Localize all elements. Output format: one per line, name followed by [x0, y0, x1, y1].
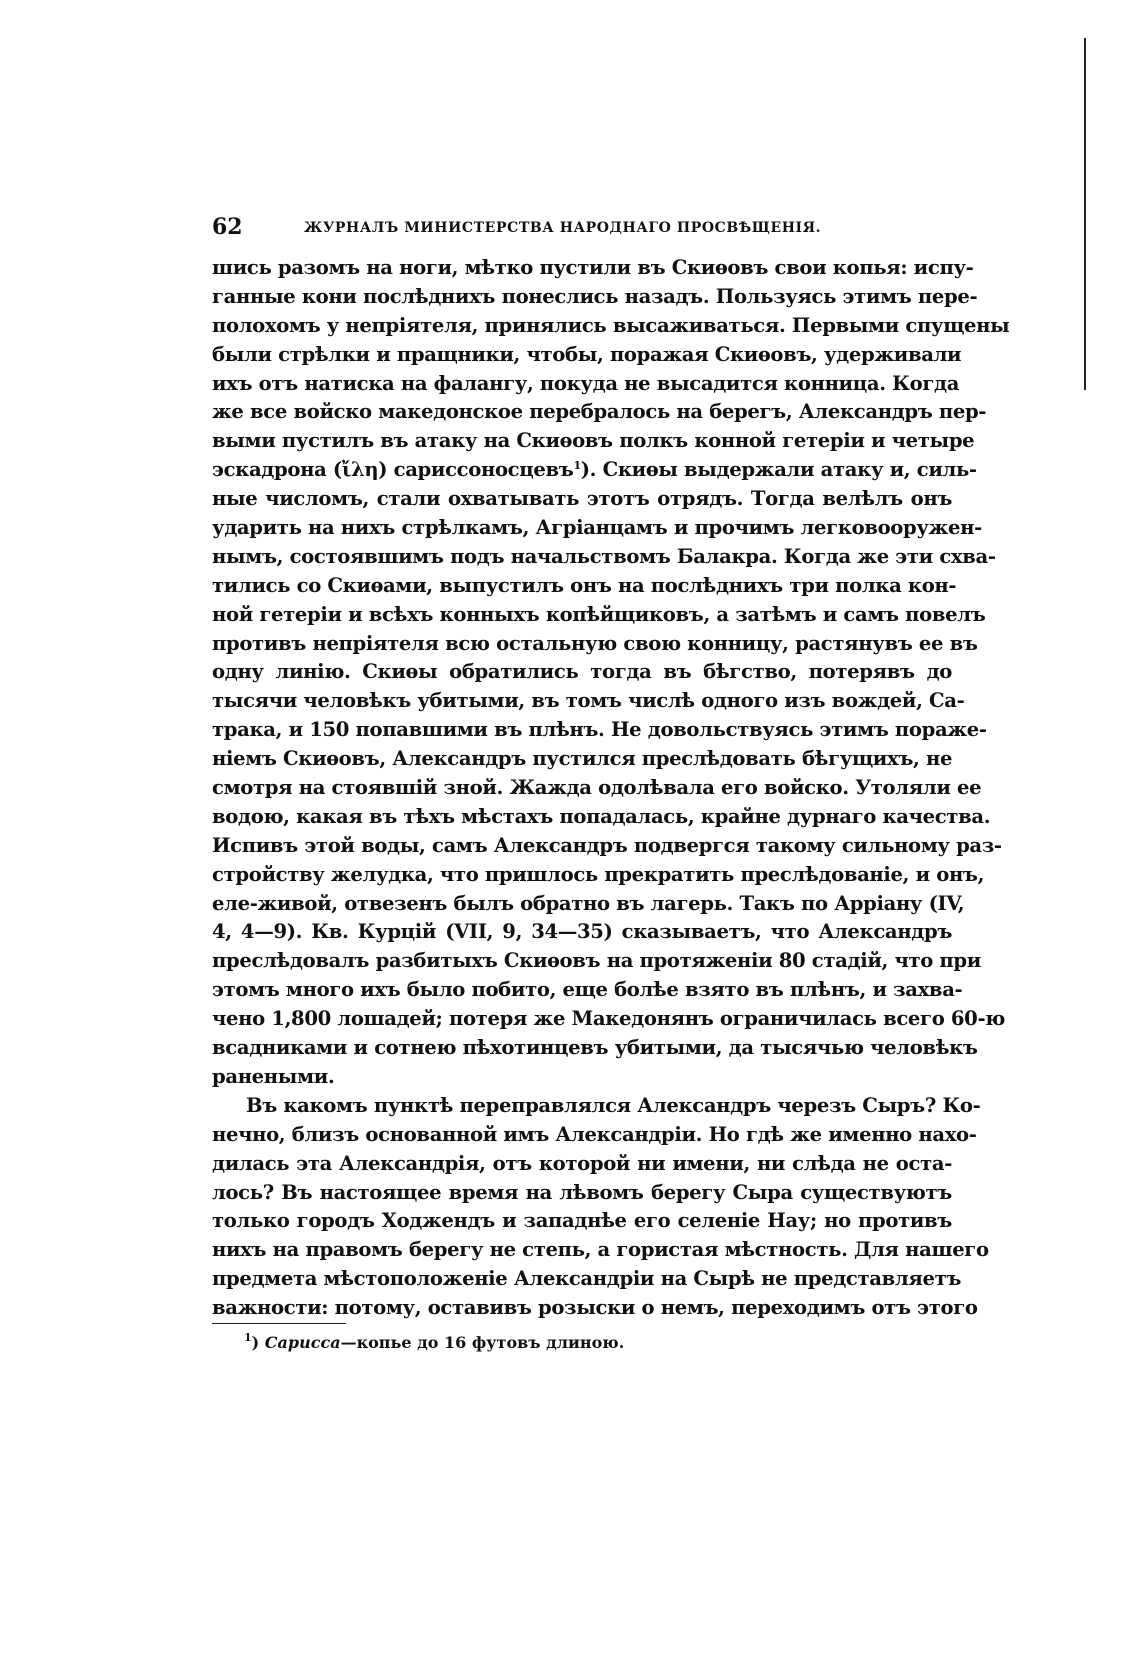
text-line: важности: потому, оставивъ розыски о немъ, переходимъ отъ этого [212, 1296, 978, 1320]
text-line: всадниками и сотнею пѣхотинцевъ убитыми, да тысячью человѣкъ [212, 1036, 978, 1060]
text-line: ной гетеріи и всѣхъ конныхъ копѣйщиковъ, а затѣмъ и самъ повелъ [212, 602, 986, 626]
page-number: 62 [212, 214, 243, 240]
page-header [212, 212, 952, 242]
text-line: только городъ Ходжендъ и западнѣе его селеніе Нау; но противъ [212, 1209, 952, 1233]
text-line: преслѣдовалъ разбитыхъ Скиѳовъ на протяженіи 80 стадій, что при [212, 949, 981, 973]
text-line: противъ непріятеля всю остальную свою конницу, растянувъ ее въ [212, 631, 978, 655]
text-line: одну линію. Скиѳы обратились тогда въ бѣгство, потерявъ до [212, 660, 952, 684]
text-fragment: ). Скиѳы выдержали атаку и, силь- [580, 458, 977, 482]
text-line: тились со Скиѳами, выпустилъ онъ на послѣднихъ три полка кон- [212, 573, 957, 597]
text-line-paragraph-start: Въ какомъ пунктѣ переправлялся Александръ черезъ Сыръ? Ко- [246, 1093, 981, 1117]
footnote-reference[interactable]: 1 [573, 459, 581, 473]
text-line: ные числомъ, стали охватывать этотъ отрядъ. Тогда велѣлъ онъ [212, 487, 952, 511]
text-line: выми пустилъ въ атаку на Скиѳовъ полкъ конной гетеріи и четыре [212, 429, 975, 453]
text-line-with-footnote [212, 456, 977, 485]
text-line: лось? Въ настоящее время на лѣвомъ берегу Сыра существуютъ [212, 1180, 952, 1204]
text-line: чено 1,800 лошадей; потеря же Македонянъ ограничилась всего 60-ю [212, 1007, 1005, 1031]
text-line: были стрѣлки и пращники, чтобы, поражая Скиѳовъ, удерживали [212, 342, 962, 366]
running-head: ЖУРНАЛЪ МИНИСТЕРСТВА НАРОДНАГО ПРОСВѢЩЕНІЯ. [304, 220, 822, 236]
page-edge-line [1084, 38, 1086, 390]
text-line: трака, и 150 попавшими въ плѣнъ. Не довольствуясь этимъ пораже- [212, 718, 987, 742]
text-line: этомъ много ихъ было побито, еще болѣе взято въ плѣнъ, и захва- [212, 978, 963, 1002]
text-line: ихъ отъ натиска на фалангу, покуда не высадится конница. Когда [212, 371, 960, 395]
text-line: водою, какая въ тѣхъ мѣстахъ попадалась, крайне дурнаго качества. [212, 804, 991, 828]
footnote: $^1$) Сарисса—копье до 16 футовъ длиною. [244, 1331, 625, 1352]
text-line: же все войско македонское перебралось на берегъ, Александръ пер- [212, 400, 987, 424]
text-line: тысячи человѣкъ убитыми, въ томъ числѣ одного изъ вождей, Са- [212, 689, 965, 713]
body-text [212, 254, 1010, 1323]
text-line: нымъ, состоявшимъ подъ начальствомъ Балакра. Когда же эти схва- [212, 544, 996, 568]
text-line: ніемъ Скиѳовъ, Александръ пустился преслѣдовать бѣгущихъ, не [212, 747, 953, 771]
text-line: ганные кони послѣднихъ понеслись назадъ. Пользуясь этимъ пере- [212, 284, 978, 308]
text-line: ударить на нихъ стрѣлкамъ, Агріанцамъ и прочимъ легковооружен- [212, 516, 982, 540]
footnote-term: Сарисса [264, 1333, 341, 1352]
text-line: предмета мѣстоположеніе Александріи на Сырѣ не представляетъ [212, 1267, 962, 1291]
text-line: еле-живой, отвезенъ былъ обратно въ лагерь. Такъ по Арріану (IV, [212, 891, 965, 915]
text-line-paragraph-end: ранеными. [212, 1064, 335, 1088]
text-line: Испивъ этой воды, самъ Александръ подвергся такому сильному раз- [212, 833, 1002, 857]
footnote-separator [212, 1323, 346, 1324]
footnote-text: —копье до 16 футовъ длиною. [340, 1333, 625, 1352]
text-fragment: эскадрона (ἴλη) сариссоносцевъ [212, 458, 574, 482]
text-line: дилась эта Александрія, отъ которой ни имени, ни слѣда не оста- [212, 1151, 952, 1175]
text-line: смотря на стоявшій зной. Жажда одолѣвала его войско. Утоляли ее [212, 776, 982, 800]
text-line: стройству желудка, что пришлось прекратить преслѣдованіе, и онъ, [212, 862, 985, 886]
footnote-marker: 1 [244, 1331, 252, 1344]
text-line: полохомъ у непріятеля, принялись высаживаться. Первыми спущены [212, 313, 1010, 337]
text-line: 4, 4—9). Кв. Курцій (VII, 9, 34—35) сказываетъ, что Александръ [212, 920, 952, 944]
text-line: нихъ на правомъ берегу не степь, а гористая мѣстность. Для нашего [212, 1238, 989, 1262]
text-line: нечно, близъ основанной имъ Александріи. Но гдѣ же именно нахо- [212, 1122, 977, 1146]
text-line: шись разомъ на ноги, мѣтко пустили въ Скиѳовъ свои копья: испу- [212, 256, 974, 279]
